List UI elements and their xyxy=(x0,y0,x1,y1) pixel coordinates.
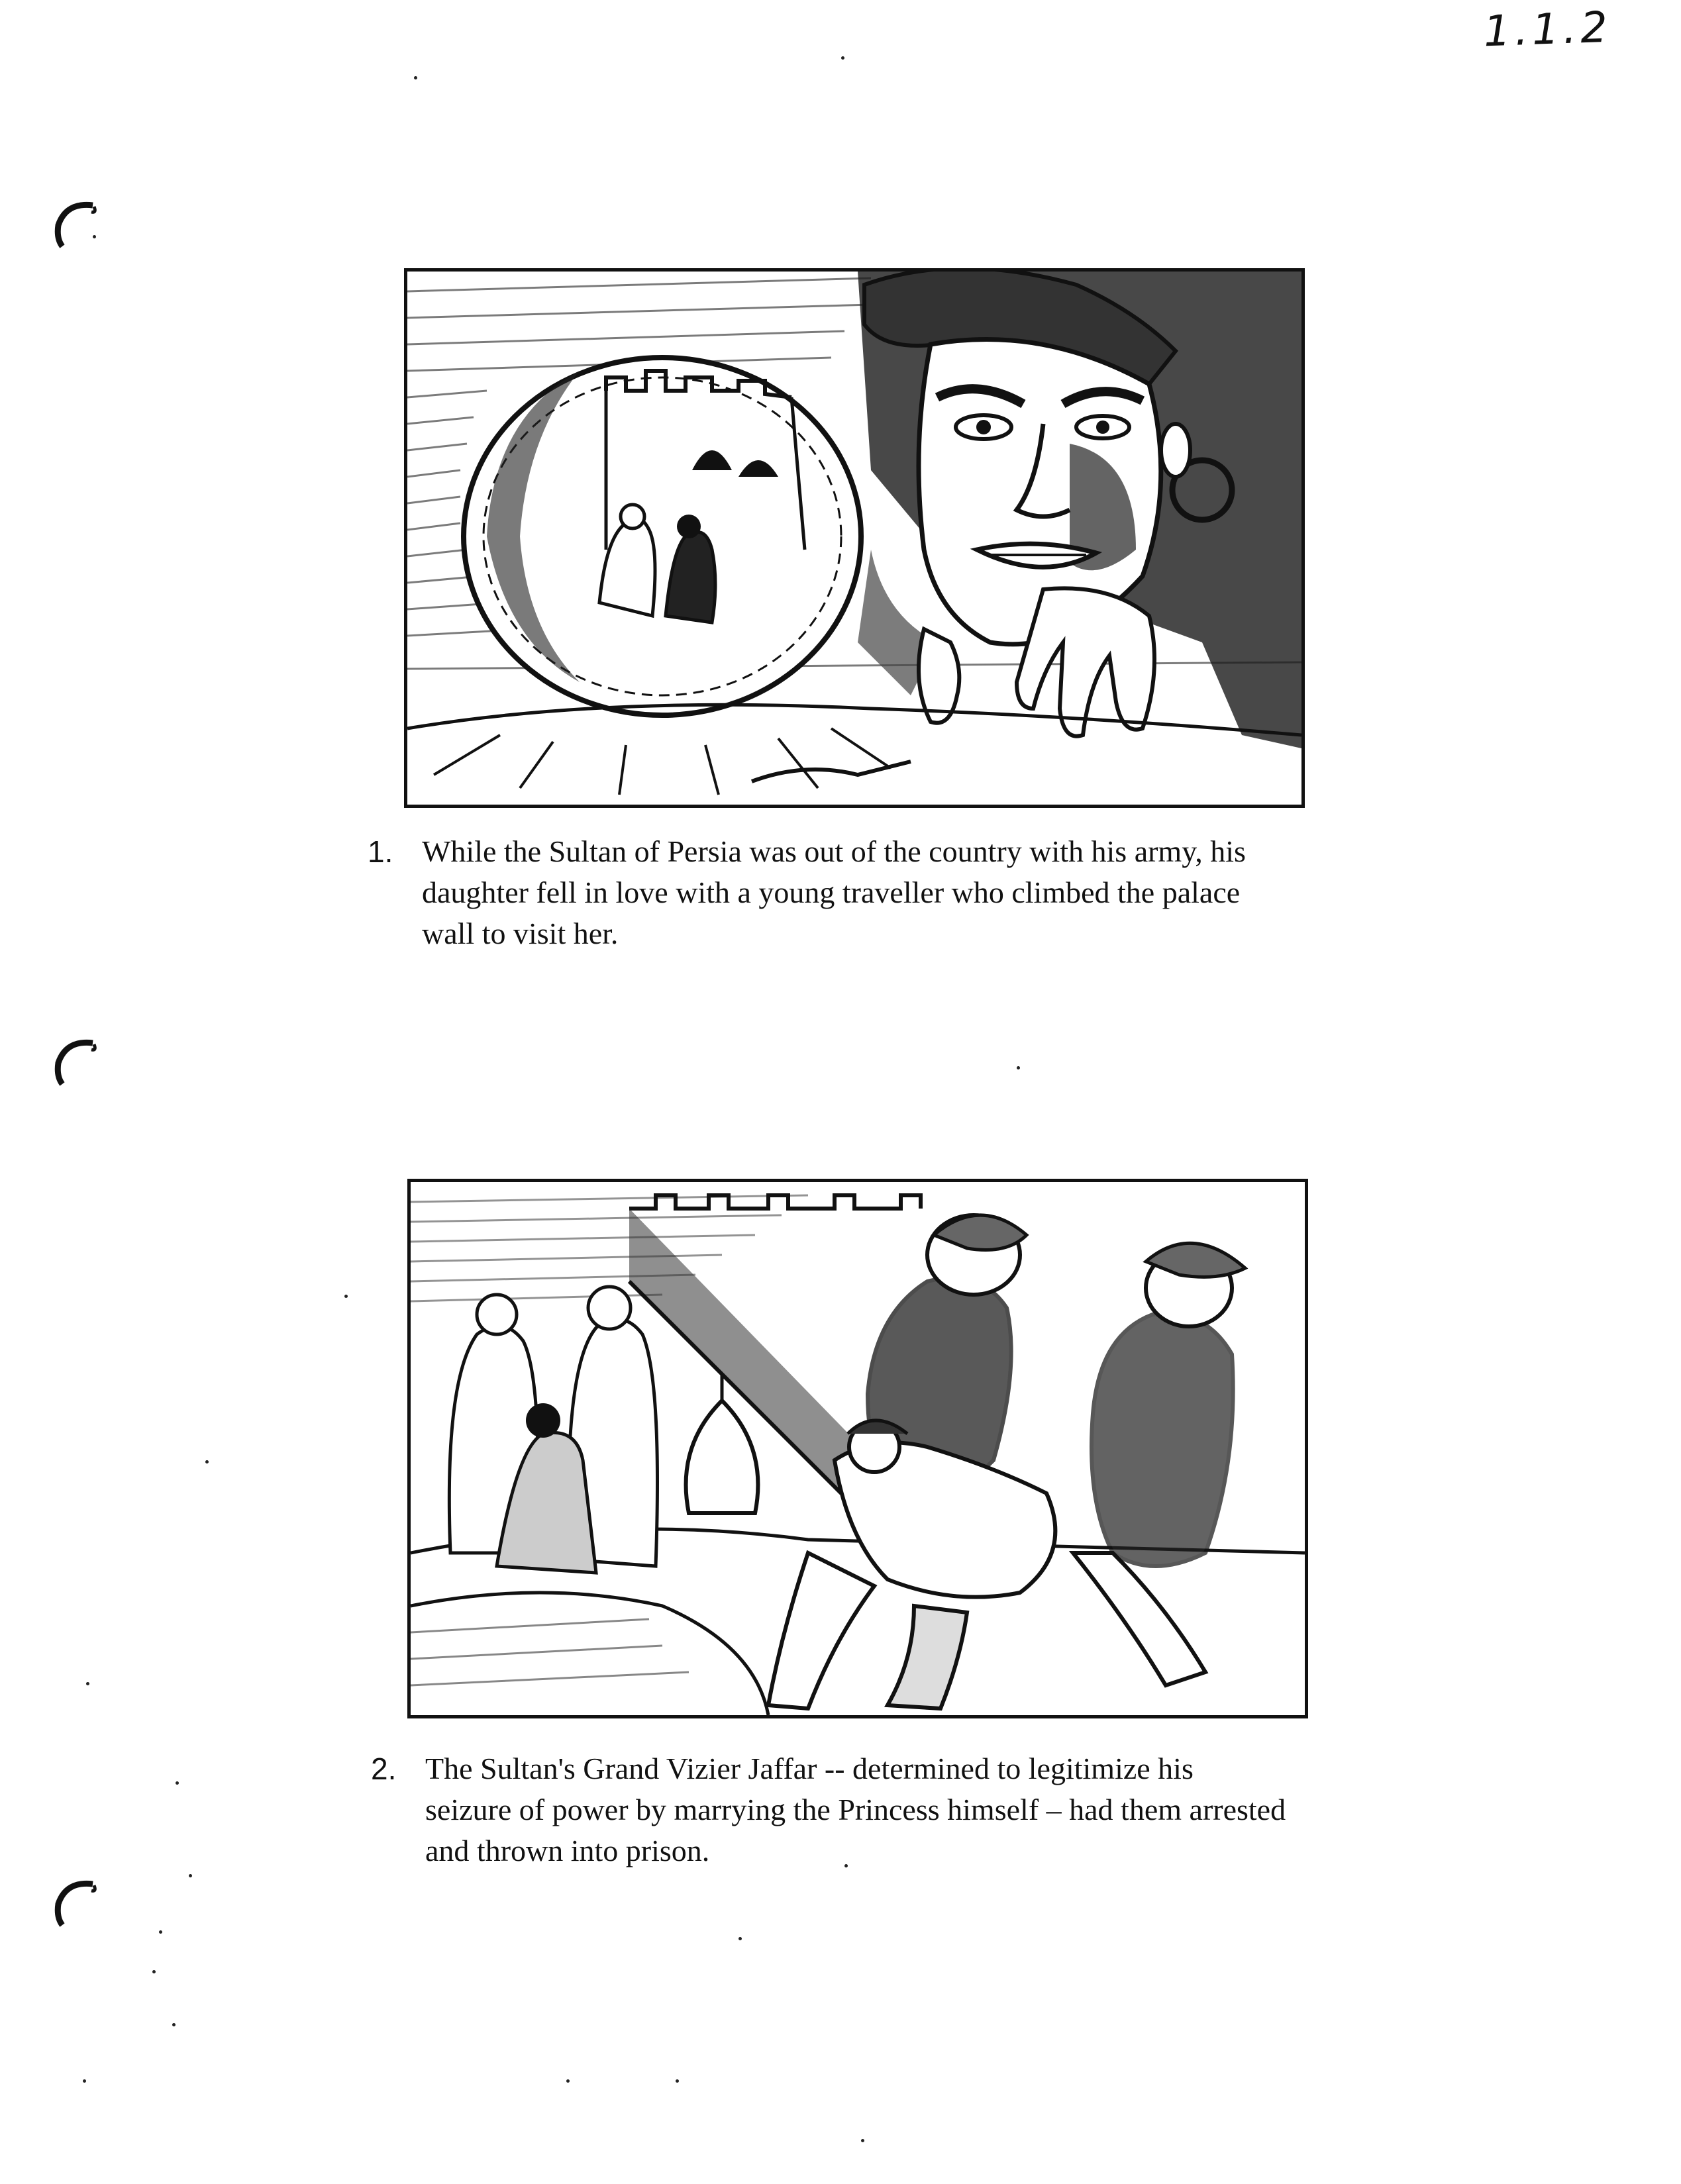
punch-hole-bottom xyxy=(53,1877,101,1930)
scan-speck xyxy=(414,76,417,79)
punch-hole-top xyxy=(53,199,101,252)
scan-speck xyxy=(152,1970,156,1973)
scan-speck xyxy=(189,1874,192,1877)
page-number: 1.1.2 xyxy=(1482,3,1613,57)
scan-speck xyxy=(841,56,844,60)
scan-speck xyxy=(93,235,96,238)
scan-speck xyxy=(83,2079,86,2083)
scan-speck xyxy=(566,2079,570,2083)
scan-speck xyxy=(739,1937,742,1940)
scan-speck xyxy=(861,2139,864,2142)
storyboard-panel-1 xyxy=(404,268,1305,808)
scan-speck xyxy=(844,1864,848,1867)
caption-panel-2 xyxy=(371,1748,1404,1881)
scan-speck xyxy=(172,2023,176,2026)
caption-number: 2. xyxy=(371,1752,397,1786)
scan-speck xyxy=(344,1295,348,1298)
illustration-orb-and-vizier xyxy=(407,272,1301,805)
caption-text: The Sultan's Grand Vizier Jaffar -- determined to legitimize his seizure of power by marrying the Princess himself – had them arrested and thrown into prison. xyxy=(425,1752,1286,1867)
scan-speck xyxy=(86,1682,89,1685)
punch-hole-middle xyxy=(53,1036,101,1089)
scan-speck xyxy=(176,1781,179,1785)
scan-speck xyxy=(159,1930,162,1934)
caption-text: While the Sultan of Persia was out of the country with his army, his daughter fell in love with a young traveller who climbed the palace wall to visit her. xyxy=(422,834,1246,950)
storyboard-panel-2 xyxy=(407,1179,1308,1718)
scan-speck xyxy=(205,1460,209,1464)
scan-speck xyxy=(676,2079,679,2083)
scan-speck xyxy=(1017,1066,1020,1069)
illustration-arrest-scene xyxy=(411,1182,1305,1715)
caption-number: 1. xyxy=(368,834,393,869)
caption-panel-1 xyxy=(368,831,1361,964)
